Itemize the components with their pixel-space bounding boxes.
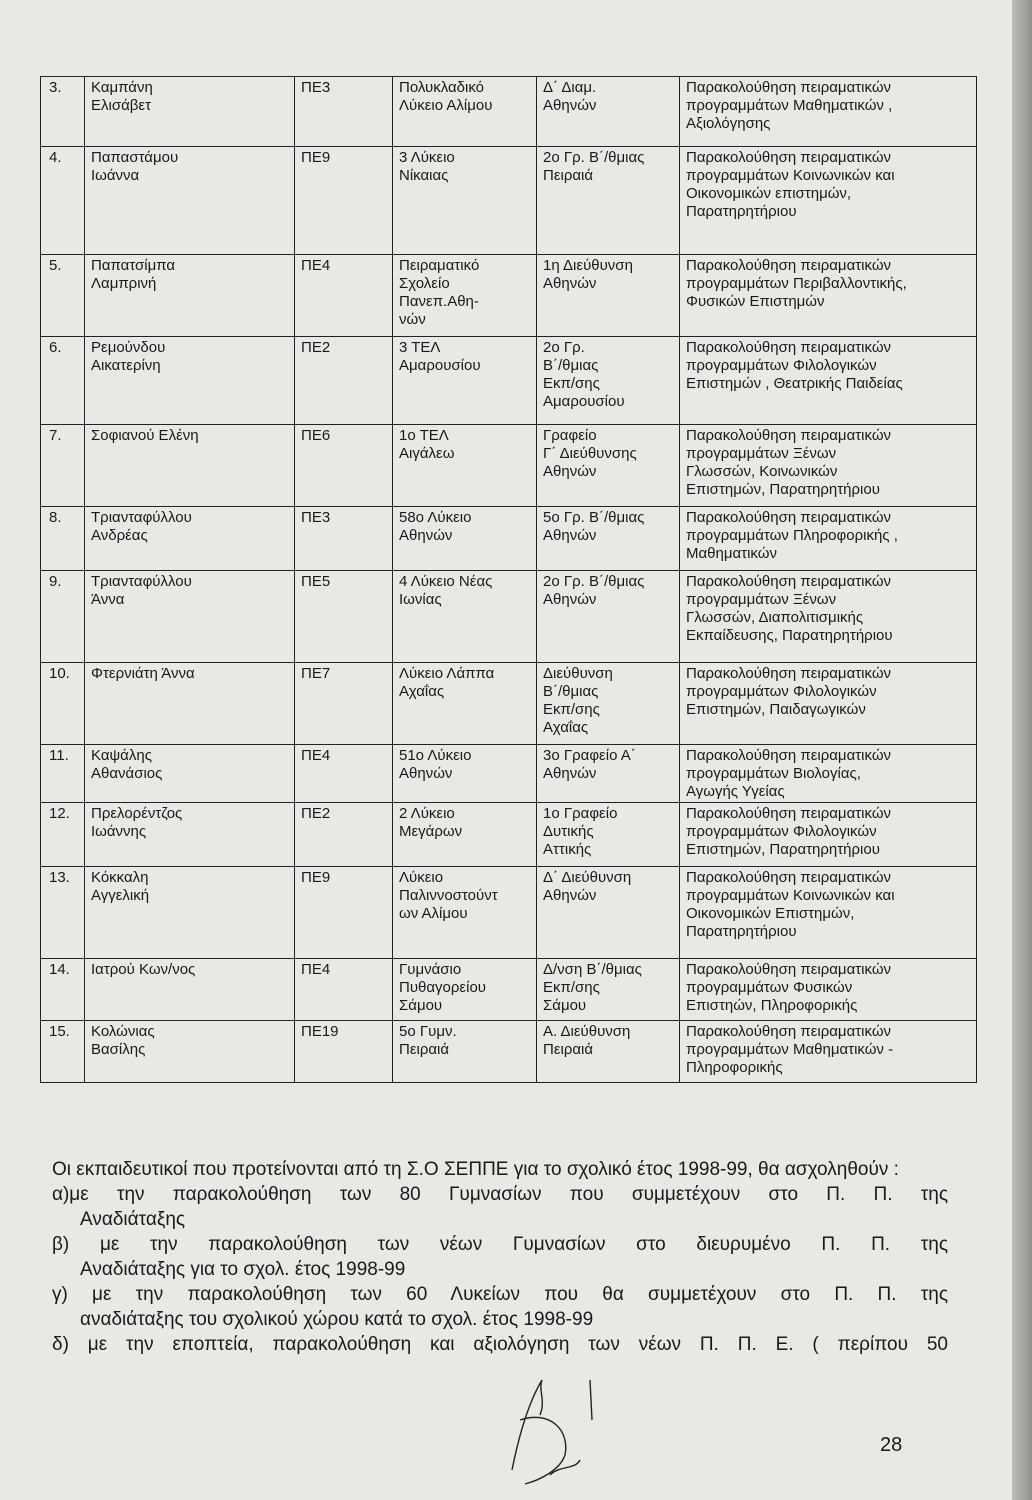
duties-text — [52, 1157, 948, 1357]
cell-specialty: ΠΕ9 — [295, 867, 393, 959]
cell-duty: Παρακολούθηση πειραματικών προγραμμάτων Κοινωνικών και Οικονομικών επιστημών, Παρατηρητήριου — [680, 147, 977, 255]
cell-num: 5. — [41, 255, 85, 337]
cell-directorate: Δ/νση Β΄/θμιας Εκπ/σης Σάμου — [537, 959, 680, 1021]
cell-specialty: ΠΕ4 — [295, 745, 393, 803]
cell-duty: Παρακολούθηση πειραματικών προγραμμάτων Περιβαλλοντικής, Φυσικών Επιστημών — [680, 255, 977, 337]
table-row — [41, 1021, 977, 1083]
cell-name: Καψάλης Αθανάσιος — [85, 745, 295, 803]
cell-specialty: ΠΕ19 — [295, 1021, 393, 1083]
cell-directorate: Διεύθυνση Β΄/θμιας Εκπ/σης Αχαΐας — [537, 663, 680, 745]
cell-num: 3. — [41, 77, 85, 147]
cell-directorate: Γραφείο Γ΄ Διεύθυνσης Αθηνών — [537, 425, 680, 507]
cell-duty: Παρακολούθηση πειραματικών προγραμμάτων Φιλολογικών Επιστημών, Παρατηρητήριου — [680, 803, 977, 867]
table-row — [41, 867, 977, 959]
cell-name: Τριανταφύλλου Άννα — [85, 571, 295, 663]
cell-duty: Παρακολούθηση πειραματικών προγραμμάτων Μαθηματικών - Πληροφορικής — [680, 1021, 977, 1083]
item-c-line1: γ) με την παρακολούθηση των 60 Λυκείων που θα συμμετέχουν στο Π. Π. της — [52, 1284, 948, 1305]
cell-specialty: ΠΕ4 — [295, 959, 393, 1021]
cell-duty: Παρακολούθηση πειραματικών προγραμμάτων Μαθηματικών , Αξιολόγησης — [680, 77, 977, 147]
cell-duty: Παρακολούθηση πειραματικών προγραμμάτων Πληροφορικής , Μαθηματικών — [680, 507, 977, 571]
cell-directorate: 2ο Γρ. Β΄/θμιας Πειραιά — [537, 147, 680, 255]
table-row — [41, 959, 977, 1021]
table-row — [41, 507, 977, 571]
cell-school: Λύκειο Παλιννοστούντ ων Αλίμου — [393, 867, 537, 959]
cell-directorate: 5ο Γρ. Β΄/θμιας Αθηνών — [537, 507, 680, 571]
item-a-line2: Αναδιάταξης — [80, 1209, 186, 1230]
cell-specialty: ΠΕ9 — [295, 147, 393, 255]
cell-duty: Παρακολούθηση πειραματικών προγραμμάτων Φιλολογικών Επιστημών, Παιδαγωγικών — [680, 663, 977, 745]
cell-directorate: Δ΄ Διαμ. Αθηνών — [537, 77, 680, 147]
cell-duty: Παρακολούθηση πειραματικών προγραμμάτων Ξένων Γλωσσών, Κοινωνικών Επιστημών, Παρατηρητήριου — [680, 425, 977, 507]
cell-num: 14. — [41, 959, 85, 1021]
cell-num: 9. — [41, 571, 85, 663]
cell-name: Σοφιανού Ελένη — [85, 425, 295, 507]
cell-duty: Παρακολούθηση πειραματικών προγραμμάτων Ξένων Γλωσσών, Διαπολιτισμικής Εκπαίδευσης, Παρατηρητήριου — [680, 571, 977, 663]
table-row — [41, 803, 977, 867]
cell-directorate: 3ο Γραφείο Α΄ Αθηνών — [537, 745, 680, 803]
cell-duty: Παρακολούθηση πειραματικών προγραμμάτων Φυσικών Επιστηών, Πληροφορικής — [680, 959, 977, 1021]
cell-school: 51ο Λύκειο Αθηνών — [393, 745, 537, 803]
table-row — [41, 337, 977, 425]
cell-school: 4 Λύκειο Νέας Ιωνίας — [393, 571, 537, 663]
cell-name: Παπαστάμου Ιωάννα — [85, 147, 295, 255]
cell-school: Πολυκλαδικό Λύκειο Αλίμου — [393, 77, 537, 147]
cell-school: 3 Λύκειο Νίκαιας — [393, 147, 537, 255]
cell-specialty: ΠΕ7 — [295, 663, 393, 745]
table-row — [41, 571, 977, 663]
cell-school: Πειραματικό Σχολείο Πανεπ.Αθη- νών — [393, 255, 537, 337]
cell-name: Κόκκαλη Αγγελική — [85, 867, 295, 959]
cell-duty: Παρακολούθηση πειραματικών προγραμμάτων Βιολογίας, Αγωγής Υγείας — [680, 745, 977, 803]
cell-directorate: 1η Διεύθυνση Αθηνών — [537, 255, 680, 337]
table-row — [41, 663, 977, 745]
cell-school: Λύκειο Λάππα Αχαΐας — [393, 663, 537, 745]
table-row — [41, 77, 977, 147]
cell-num: 15. — [41, 1021, 85, 1083]
cell-specialty: ΠΕ6 — [295, 425, 393, 507]
handwritten-signature — [480, 1360, 630, 1490]
cell-school: 3 ΤΕΛ Αμαρουσίου — [393, 337, 537, 425]
cell-num: 12. — [41, 803, 85, 867]
item-b-line1: β) με την παρακολούθηση των νέων Γυμνασίων στο διευρυμένο Π. Π. της — [52, 1234, 948, 1255]
cell-school: 2 Λύκειο Μεγάρων — [393, 803, 537, 867]
cell-directorate: Δ΄ Διεύθυνση Αθηνών — [537, 867, 680, 959]
cell-directorate: Α. Διεύθυνση Πειραιά — [537, 1021, 680, 1083]
cell-num: 8. — [41, 507, 85, 571]
cell-school: 5ο Γυμν. Πειραιά — [393, 1021, 537, 1083]
cell-name: Τριανταφύλλου Ανδρέας — [85, 507, 295, 571]
cell-name: Παπατσίμπα Λαμπρινή — [85, 255, 295, 337]
cell-name: Ιατρού Κων/νος — [85, 959, 295, 1021]
cell-directorate: 2ο Γρ. Β΄/θμιας Αθηνών — [537, 571, 680, 663]
table-row — [41, 745, 977, 803]
cell-directorate: 1ο Γραφείο Δυτικής Αττικής — [537, 803, 680, 867]
cell-specialty: ΠΕ2 — [295, 803, 393, 867]
cell-name: Φτερνιάτη Άννα — [85, 663, 295, 745]
cell-school: 58ο Λύκειο Αθηνών — [393, 507, 537, 571]
cell-name: Ρεμούνδου Αικατερίνη — [85, 337, 295, 425]
cell-num: 4. — [41, 147, 85, 255]
cell-specialty: ΠΕ5 — [295, 571, 393, 663]
cell-directorate: 2ο Γρ. Β΄/θμιας Εκπ/σης Αμαρουσίου — [537, 337, 680, 425]
cell-name: Πρελορέντζος Ιωάννης — [85, 803, 295, 867]
cell-duty: Παρακολούθηση πειραματικών προγραμμάτων Φιλολογικών Επιστημών , Θεατρικής Παιδείας — [680, 337, 977, 425]
cell-num: 7. — [41, 425, 85, 507]
cell-duty: Παρακολούθηση πειραματικών προγραμμάτων Κοινωνικών και Οικονομικών Επιστημών, Παρατηρητήριου — [680, 867, 977, 959]
table-row — [41, 255, 977, 337]
table-row — [41, 147, 977, 255]
table-row — [41, 425, 977, 507]
cell-school: 1ο ΤΕΛ Αιγάλεω — [393, 425, 537, 507]
intro-paragraph: Οι εκπαιδευτικοί που προτείνονται από τη Σ.Ο ΣΕΠΠΕ για το σχολικό έτος 1998-99, θα ασχοληθούν : — [52, 1159, 899, 1180]
cell-school: Γυμνάσιο Πυθαγορείου Σάμου — [393, 959, 537, 1021]
cell-num: 11. — [41, 745, 85, 803]
cell-specialty: ΠΕ3 — [295, 507, 393, 571]
cell-num: 6. — [41, 337, 85, 425]
cell-name: Κολώνιας Βασίλης — [85, 1021, 295, 1083]
item-b-line2: Αναδιάταξης για το σχολ. έτος 1998-99 — [80, 1259, 406, 1280]
item-d-line1: δ) με την εποπτεία, παρακολούθηση και αξιολόγηση των νέων Π. Π. Ε. ( περίπου 50 — [52, 1334, 948, 1355]
cell-name: Καμπάνη Ελισάβετ — [85, 77, 295, 147]
cell-specialty: ΠΕ2 — [295, 337, 393, 425]
page-number: 28 — [880, 1434, 903, 1456]
cell-num: 13. — [41, 867, 85, 959]
cell-specialty: ΠΕ4 — [295, 255, 393, 337]
staff-table — [40, 76, 977, 1083]
cell-num: 10. — [41, 663, 85, 745]
item-c-line2: αναδιάταξης του σχολικού χώρου κατά το σχολ. έτος 1998-99 — [80, 1309, 594, 1330]
page-edge — [1012, 0, 1032, 1500]
item-a-line1: α)με την παρακολούθηση των 80 Γυμνασίων που συμμετέχουν στο Π. Π. της — [52, 1184, 948, 1205]
cell-specialty: ΠΕ3 — [295, 77, 393, 147]
